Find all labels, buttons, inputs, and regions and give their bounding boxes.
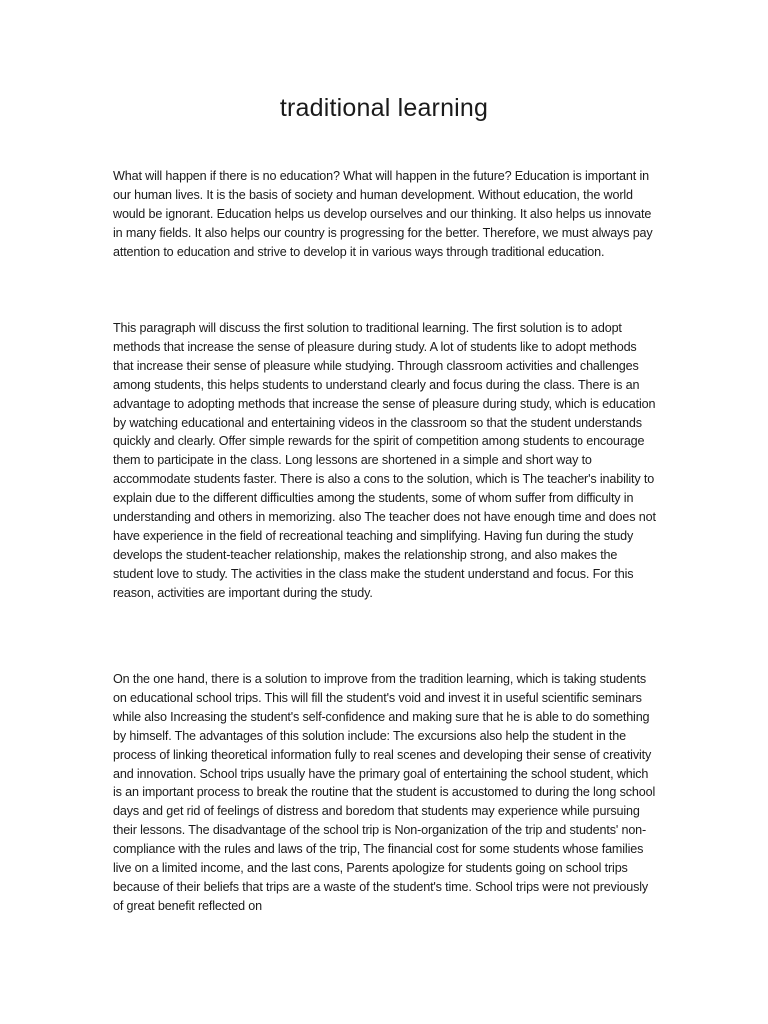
paragraph-school-trips: On the one hand, there is a solution to improve from the tradition learning, which is taking students on educational school trips. This will fill the student's void and invest it in useful scientific seminars while also Increasing the student's self-confidence and making sure that he is able to do something by himself. The advantages of this solution include: The excursions also help the student in the process of linking theoretical information fully to real scenes and developing their sense of creativity and innovation. School trips usually have the primary goal of entertaining the school student, which is an important process to break the routine that the student is accustomed to during the long school days and get rid of feelings of distress and boredom that students may experience while pursuing their lessons. The disadvantage of the school trip is Non-organization of the trip and students' non-compliance with the rules and laws of the trip, The financial cost for some students whose families live on a limited income, and the last cons, Parents apologize for students going on school trips because of their beliefs that trips are a waste of the student's time. School trips were not previously of great benefit reflected on [113, 672, 656, 913]
paragraph-first-solution: This paragraph will discuss the first solution to traditional learning. The first solution is to adopt methods that increase the sense of pleasure during study. A lot of students like to adopt methods that increase their sense of pleasure while studying. Through classroom activities and challenges among students, this helps students to understand clearly and focus during the class. There is an advantage to adopting methods that increase the sense of pleasure during study, which is education by watching educational and entertaining videos in the classroom so that the student understands quickly and clearly. Offer simple rewards for the spirit of competition among students to encourage them to participate in the class. Long lessons are shortened in a simple and short way to accommodate students faster. There is also a cons to the solution, which is The teacher's inability to explain due to the different difficulties among the students, some of whom suffer from difficulty in understanding and others in memorizing. also The teacher does not have enough time and does not have experience in the field of recreational teaching and simplifying. Having fun during the study develops the student-teacher relationship, makes the relationship strong, and also makes the student love to study. The activities in the class make the student understand and focus. For this reason, activities are important during the study. [113, 321, 656, 600]
paragraph-introduction: What will happen if there is no education? What will happen in the future? Education is important in our human lives. It is the basis of society and human development. Without education, the world would be ignorant. Education helps us develop ourselves and our thinking. It also helps us innovate in many fields. It also helps our country is progressing for the better. Therefore, we must always pay attention to education and strive to develop it in various ways through traditional education. [113, 169, 653, 259]
document-title: traditional learning [279, 94, 489, 122]
